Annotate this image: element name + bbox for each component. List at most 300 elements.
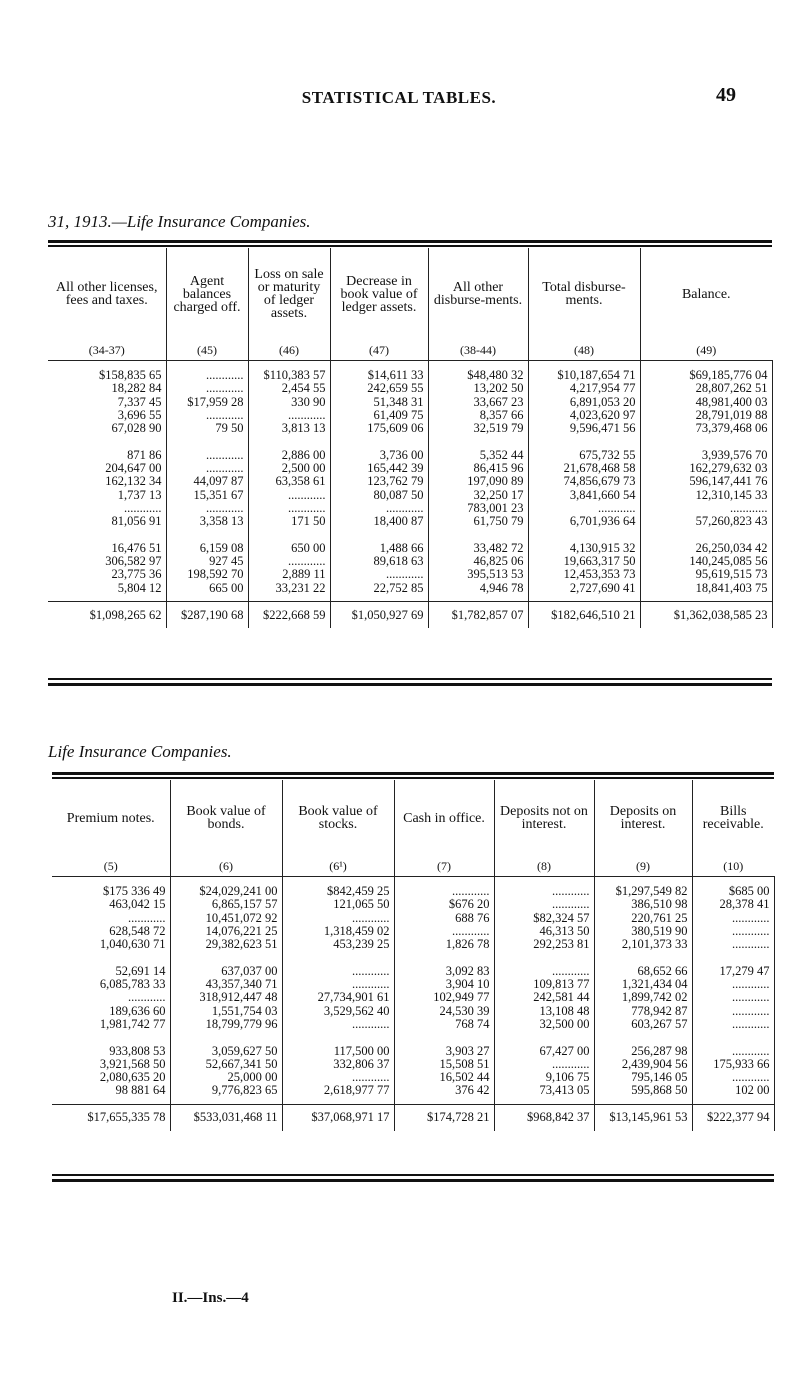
table2-col-number: (6) (170, 856, 282, 877)
table-cell: 6,865,157 57 (211, 897, 278, 912)
table-cell: ............ (206, 500, 244, 515)
table-cell: 650 00 (291, 540, 326, 555)
table-cell (697, 951, 770, 964)
table-cell: 637,037 00 (221, 963, 278, 978)
table-cell: 768 74 (455, 1016, 490, 1031)
table-cell: 15,351 67 (193, 487, 244, 502)
table-cell: 463,042 15 (109, 897, 166, 912)
table1-col-header: Loss on sale or maturity of ledger assets. (248, 248, 330, 340)
table-cell (253, 529, 326, 542)
table1-col-header: Total disburse-ments. (528, 248, 640, 340)
table1-total-row (48, 602, 772, 629)
table2-col-header: Bills receivable. (702, 804, 764, 832)
table-cell: 6,701,936 64 (569, 514, 636, 529)
table-cell: ............ (552, 1056, 590, 1071)
table-cell: 871 86 (127, 447, 162, 462)
table-cell: 3,736 00 (379, 447, 424, 462)
table-cell: ............ (552, 884, 590, 898)
table2-col-header: Cash in office. (394, 780, 494, 856)
table-cell: 5,804 12 (117, 580, 162, 595)
table-cell: ............ (732, 1016, 770, 1031)
table-cell: 242,659 55 (367, 381, 424, 396)
table-cell (645, 529, 768, 542)
table-cell: 24,530 39 (439, 1003, 490, 1018)
table-cell: 28,791,019 88 (695, 407, 768, 422)
table-cell: 25,000 00 (227, 1070, 278, 1085)
table-cell: 102,949 77 (433, 990, 490, 1005)
table2-col-values (594, 877, 692, 1105)
table2-top-rule (52, 772, 774, 775)
table-cell: ............ (352, 977, 390, 992)
table-cell: 140,245,085 56 (689, 554, 768, 569)
table-cell: 3,696 55 (117, 407, 162, 422)
table-cell: 74,856,679 73 (563, 474, 636, 489)
table-cell: 596,147,441 76 (689, 474, 768, 489)
table-cell: 67,028 90 (111, 421, 162, 436)
table-cell (52, 435, 162, 448)
table-cell: 1,551,754 03 (211, 1003, 278, 1018)
table-cell: 628,548 72 (109, 923, 166, 938)
table1-col-number: (48) (528, 340, 640, 361)
table-cell: 795,146 05 (631, 1070, 688, 1085)
table1-col-values (640, 361, 772, 602)
table-cell: 1,488 66 (379, 540, 424, 555)
table-cell: ............ (552, 897, 590, 912)
table-cell: 595,868 50 (631, 1083, 688, 1098)
table-cell: ............ (598, 500, 636, 515)
table-cell: $69,185,776 04 (689, 368, 768, 382)
table-cell: 6,891,053 20 (569, 394, 636, 409)
table-cell (399, 1031, 490, 1044)
table-cell: 933,808 53 (109, 1043, 166, 1058)
table-cell: 1,899,742 02 (621, 990, 688, 1005)
table-cell: 21,678,468 58 (563, 461, 636, 476)
table-cell: 123,762 79 (367, 474, 424, 489)
table1-total-cell: $1,362,038,585 23 (640, 602, 772, 629)
table-cell: ............ (552, 963, 590, 978)
table2-total-row (52, 1104, 774, 1131)
table-cell: ............ (732, 977, 770, 992)
table2 (52, 780, 775, 1131)
table2-col-values (282, 877, 394, 1105)
table-cell: 395,513 53 (467, 567, 524, 582)
table-cell: 9,596,471 56 (569, 421, 636, 436)
table-cell: 2,618,977 77 (323, 1083, 390, 1098)
table-cell: 318,912,447 48 (199, 990, 278, 1005)
table-cell: 46,825 06 (473, 554, 524, 569)
table-cell: 2,439,904 56 (621, 1056, 688, 1071)
table-cell: ............ (206, 381, 244, 396)
table-cell: 16,476 51 (111, 540, 162, 555)
table-cell: 2,727,690 41 (569, 580, 636, 595)
table-cell: $24,029,241 00 (199, 884, 278, 898)
table-cell: 175,609 06 (367, 421, 424, 436)
table-cell: 43,357,340 71 (205, 977, 278, 992)
table2-col-values (170, 877, 282, 1105)
table-cell: 4,946 78 (479, 580, 524, 595)
table1-col-number: (38-44) (428, 340, 528, 361)
table-cell: 73,379,468 06 (695, 421, 768, 436)
table-cell (499, 1031, 590, 1044)
table1-header-row (48, 248, 772, 340)
table1-total-cell: $1,050,927 69 (330, 602, 428, 629)
table-cell: 10,451,072 92 (205, 910, 278, 925)
table-cell: 3,059,627 50 (211, 1043, 278, 1058)
table-cell: ............ (206, 407, 244, 422)
table1-col-values (166, 361, 248, 602)
table-cell: 2,080,635 20 (99, 1070, 166, 1085)
table-cell (697, 1031, 770, 1044)
table1-data-row (48, 361, 772, 602)
table-cell: 13,108 48 (539, 1003, 590, 1018)
table-cell: ............ (730, 500, 768, 515)
table1-col-values (248, 361, 330, 602)
table1-bottom-rule (48, 678, 772, 680)
table-cell: 380,519 90 (631, 923, 688, 938)
table2-col-header: Deposits not on interest. (494, 780, 594, 856)
table2-col-number: (7) (394, 856, 494, 877)
table-cell: 98 881 64 (115, 1083, 166, 1098)
table-cell: 102 00 (735, 1083, 770, 1098)
table2-total-cell: $533,031,468 11 (170, 1104, 282, 1131)
table-cell: 162,132 34 (105, 474, 162, 489)
table1-col-number: (47) (330, 340, 428, 361)
table-cell: ............ (732, 937, 770, 952)
table-cell (533, 529, 636, 542)
table-cell: 162,279,632 03 (689, 461, 768, 476)
page-number: 49 (716, 84, 736, 106)
table-cell: 3,904 10 (445, 977, 490, 992)
table-cell: 175,933 66 (713, 1056, 770, 1071)
table-cell: 1,981,742 77 (99, 1016, 166, 1031)
table-cell: ............ (288, 407, 326, 422)
table-cell: 57,260,823 43 (695, 514, 768, 529)
table-cell: ............ (206, 368, 244, 382)
table1-total-cell: $182,646,510 21 (528, 602, 640, 629)
table-cell: ............ (732, 910, 770, 925)
table1-col-header: All other disburse-ments. (428, 248, 528, 340)
table-cell: 18,400 87 (373, 514, 424, 529)
table-cell: 18,799,779 96 (205, 1016, 278, 1031)
table1-col-number: (34-37) (48, 340, 166, 361)
table-cell: 3,813 13 (281, 421, 326, 436)
table-cell: 1,737 13 (117, 487, 162, 502)
table1-total-cell: $1,098,265 62 (48, 602, 166, 629)
table-cell: 61,409 75 (373, 407, 424, 422)
table-cell: 19,663,317 50 (563, 554, 636, 569)
table-cell: 7,337 45 (117, 394, 162, 409)
table-cell: 242,581 44 (533, 990, 590, 1005)
table1-number-row (48, 340, 772, 361)
table2-total-cell: $222,377 94 (692, 1104, 774, 1131)
table-cell: 89,618 63 (373, 554, 424, 569)
table-cell: 1,826 78 (445, 937, 490, 952)
table-cell: ............ (732, 1043, 770, 1058)
table-cell: 165,442 39 (367, 461, 424, 476)
table1-col-number: (45) (166, 340, 248, 361)
table-cell: 3,903 27 (445, 1043, 490, 1058)
table1-col-header: Balance. (681, 286, 731, 302)
table-cell (253, 435, 326, 448)
table-cell: 86,415 96 (473, 461, 524, 476)
table-cell: $1,297,549 82 (615, 884, 688, 898)
table-cell: ............ (128, 990, 166, 1005)
table1-col-header: All other licenses, fees and taxes. (48, 248, 166, 340)
table-cell (599, 951, 688, 964)
table-cell: 52,667,341 50 (205, 1056, 278, 1071)
table-cell: 220,761 25 (631, 910, 688, 925)
table-cell (433, 435, 524, 448)
table-cell: 3,939,576 70 (701, 447, 768, 462)
table-cell: ............ (452, 923, 490, 938)
table-cell: $14,611 33 (367, 368, 424, 382)
table1-total-cell: $1,782,857 07 (428, 602, 528, 629)
table2-data-row (52, 877, 774, 1105)
table-cell (533, 435, 636, 448)
table-cell: ............ (732, 1070, 770, 1085)
table-cell: ............ (732, 990, 770, 1005)
table2-col-values (52, 877, 170, 1105)
table-cell: 33,667 23 (473, 394, 524, 409)
table-cell: 603,267 57 (631, 1016, 688, 1031)
table-cell: 2,889 11 (282, 567, 326, 582)
table2-header-row (52, 780, 774, 856)
table-cell: 665 00 (209, 580, 244, 595)
table-cell: $158,835 65 (99, 368, 162, 382)
table-cell: 376 42 (455, 1083, 490, 1098)
table1-col-number: (46) (248, 340, 330, 361)
table-cell: 52,691 14 (115, 963, 166, 978)
table-cell: 48,981,400 03 (695, 394, 768, 409)
table-cell: ............ (124, 500, 162, 515)
table-cell (56, 1031, 166, 1044)
table-cell: ............ (452, 884, 490, 898)
table-cell: 3,921,568 50 (99, 1056, 166, 1071)
table-cell: 9,106 75 (545, 1070, 590, 1085)
table-cell: 44,097 87 (193, 474, 244, 489)
table1-col-header: Agent balances charged off. (166, 248, 248, 340)
table-cell: 63,358 61 (275, 474, 326, 489)
table-cell: 15,508 51 (439, 1056, 490, 1071)
table-cell: 2,101,373 33 (621, 937, 688, 952)
table-cell: $10,187,654 71 (557, 368, 636, 382)
table-cell: 12,310,145 33 (695, 487, 768, 502)
table2-total-cell: $968,842 37 (494, 1104, 594, 1131)
table-cell (499, 951, 590, 964)
table-cell (175, 1031, 278, 1044)
table-cell: ............ (288, 500, 326, 515)
table-cell: 306,582 97 (105, 554, 162, 569)
table-cell: 68,652 66 (637, 963, 688, 978)
table-cell: 778,942 87 (631, 1003, 688, 1018)
table-cell: 675,732 55 (579, 447, 636, 462)
table-cell (171, 529, 244, 542)
table-cell: $175 336 49 (103, 884, 166, 898)
table-cell (399, 951, 490, 964)
table-cell: 12,453,353 73 (563, 567, 636, 582)
table-cell: 198,592 70 (187, 567, 244, 582)
table-cell: 73,413 05 (539, 1083, 590, 1098)
table2-bottom-rule (52, 1174, 774, 1176)
table-cell (56, 951, 166, 964)
table-cell (171, 435, 244, 448)
table-cell: ............ (732, 1003, 770, 1018)
table-cell: 6,085,783 33 (99, 977, 166, 992)
table-cell: 95,619,515 73 (695, 567, 768, 582)
table-cell (175, 951, 278, 964)
table2-number-row (52, 856, 774, 877)
table2-top-rule-thin (52, 777, 774, 779)
table1-col-header: Decrease in book value of ledger assets. (330, 248, 428, 340)
table-cell: 28,807,262 51 (695, 381, 768, 396)
table-cell: 197,090 89 (467, 474, 524, 489)
table-cell (433, 529, 524, 542)
table-cell: 3,092 83 (445, 963, 490, 978)
table2-col-number: (9) (594, 856, 692, 877)
table-cell: 121,065 50 (333, 897, 390, 912)
table-cell: 46,313 50 (539, 923, 590, 938)
table-cell (52, 529, 162, 542)
table-cell: 783,001 23 (467, 500, 524, 515)
table-cell: $685 00 (728, 884, 770, 898)
table-cell: 32,500 00 (539, 1016, 590, 1031)
table2-col-values (394, 877, 494, 1105)
table-cell: 2,500 00 (281, 461, 326, 476)
table-cell: $82,324 57 (533, 910, 590, 925)
table-cell: 27,734,901 61 (317, 990, 390, 1005)
table-cell: 5,352 44 (479, 447, 524, 462)
table-cell: 2,454 55 (281, 381, 326, 396)
table-cell (335, 529, 424, 542)
table-cell: 4,130,915 32 (569, 540, 636, 555)
table1-col-values (330, 361, 428, 602)
table-cell: 79 50 (215, 421, 244, 436)
table2-col-values (494, 877, 594, 1105)
table1-title: 31, 1913.—Life Insurance Companies. (48, 212, 311, 231)
table-cell: $842,459 25 (327, 884, 390, 898)
table2-total-cell: $174,728 21 (394, 1104, 494, 1131)
table-cell (287, 1031, 390, 1044)
table1-bottom-rule-thick (48, 683, 772, 686)
table2-title: Life Insurance Companies. (48, 742, 232, 761)
table2-col-header: Deposits on interest. (594, 780, 692, 856)
running-head: STATISTICAL TABLES. (301, 88, 497, 107)
table-cell: 3,529,562 40 (323, 1003, 390, 1018)
table-cell: ............ (386, 567, 424, 582)
table2-col-number: (8) (494, 856, 594, 877)
table-cell: 256,287 98 (631, 1043, 688, 1058)
table-cell: 32,250 17 (473, 487, 524, 502)
table-cell: 18,841,403 75 (695, 580, 768, 595)
table2-col-header: Book value of stocks. (282, 780, 394, 856)
table-cell (645, 435, 768, 448)
table-cell: 3,358 13 (199, 514, 244, 529)
table1-top-rule (48, 240, 772, 243)
table-cell: 22,752 85 (373, 580, 424, 595)
table-cell: 332,806 37 (333, 1056, 390, 1071)
table-cell: 4,023,620 97 (569, 407, 636, 422)
table-cell: 1,318,459 02 (323, 923, 390, 938)
table-cell: 32,519 79 (473, 421, 524, 436)
table-cell: 28,378 41 (719, 897, 770, 912)
table-cell: 117,500 00 (333, 1043, 390, 1058)
table-cell: ............ (386, 500, 424, 515)
table-cell: $110,383 57 (263, 368, 326, 382)
table-cell: 1,321,434 04 (621, 977, 688, 992)
table-cell: $676 20 (448, 897, 490, 912)
table2-col-header: Premium notes. (52, 780, 170, 856)
table2-col-number: (10) (692, 856, 774, 877)
table-cell: ............ (352, 1016, 390, 1031)
table-cell: 330 90 (291, 394, 326, 409)
table2-col-number: (6¹) (282, 856, 394, 877)
table-cell: 29,382,623 51 (205, 937, 278, 952)
table-cell: 26,250,034 42 (695, 540, 768, 555)
table-cell: 8,357 66 (479, 407, 524, 422)
table1-col-values (428, 361, 528, 602)
table-cell: ............ (206, 447, 244, 462)
table-cell (335, 435, 424, 448)
table2-bottom-rule-thick (52, 1179, 774, 1182)
table1-col-values (48, 361, 166, 602)
table-cell: 16,502 44 (439, 1070, 490, 1085)
table1-total-cell: $287,190 68 (166, 602, 248, 629)
table-cell (599, 1031, 688, 1044)
table-cell: 927 45 (209, 554, 244, 569)
table2-col-number: (5) (52, 856, 170, 877)
table-cell: 13,202 50 (473, 381, 524, 396)
table-cell: 4,217,954 77 (569, 381, 636, 396)
table-cell: 6,159 08 (199, 540, 244, 555)
table-cell: 51,348 31 (373, 394, 424, 409)
table-cell: 453,239 25 (333, 937, 390, 952)
table-cell: 2,886 00 (281, 447, 326, 462)
table-cell: 81,056 91 (111, 514, 162, 529)
table-cell: 80,087 50 (373, 487, 424, 502)
table-cell: 1,040,630 71 (99, 937, 166, 952)
table-cell: 61,750 79 (473, 514, 524, 529)
table1-total-cell: $222,668 59 (248, 602, 330, 629)
table-cell: 14,076,221 25 (205, 923, 278, 938)
table-cell: 688 76 (455, 910, 490, 925)
table-cell: 9,776,823 65 (211, 1083, 278, 1098)
table-cell: 109,813 77 (533, 977, 590, 992)
table-cell: $17,959 28 (187, 394, 244, 409)
page-footer: II.—Ins.—4 (172, 1290, 249, 1306)
table-cell: 386,510 98 (631, 897, 688, 912)
table-cell: ............ (352, 963, 390, 978)
table2-col-header: Book value of bonds. (170, 780, 282, 856)
table2-total-cell: $17,655,335 78 (52, 1104, 170, 1131)
table-cell: 33,482 72 (473, 540, 524, 555)
table-cell: ............ (128, 910, 166, 925)
table-cell: 204,647 00 (105, 461, 162, 476)
table-cell: 292,253 81 (533, 937, 590, 952)
table-cell: 189,636 60 (109, 1003, 166, 1018)
table-cell: 18,282 84 (111, 381, 162, 396)
table-cell: ............ (732, 923, 770, 938)
table2-total-cell: $37,068,971 17 (282, 1104, 394, 1131)
table1-col-number: (49) (640, 340, 772, 361)
table-cell: 67,427 00 (539, 1043, 590, 1058)
table-cell: ............ (288, 554, 326, 569)
table1 (48, 248, 773, 628)
table-cell: ............ (352, 1070, 390, 1085)
table-cell: ............ (206, 461, 244, 476)
table2-col-values (692, 877, 774, 1105)
table1-col-values (528, 361, 640, 602)
table-cell: $48,480 32 (467, 368, 524, 382)
